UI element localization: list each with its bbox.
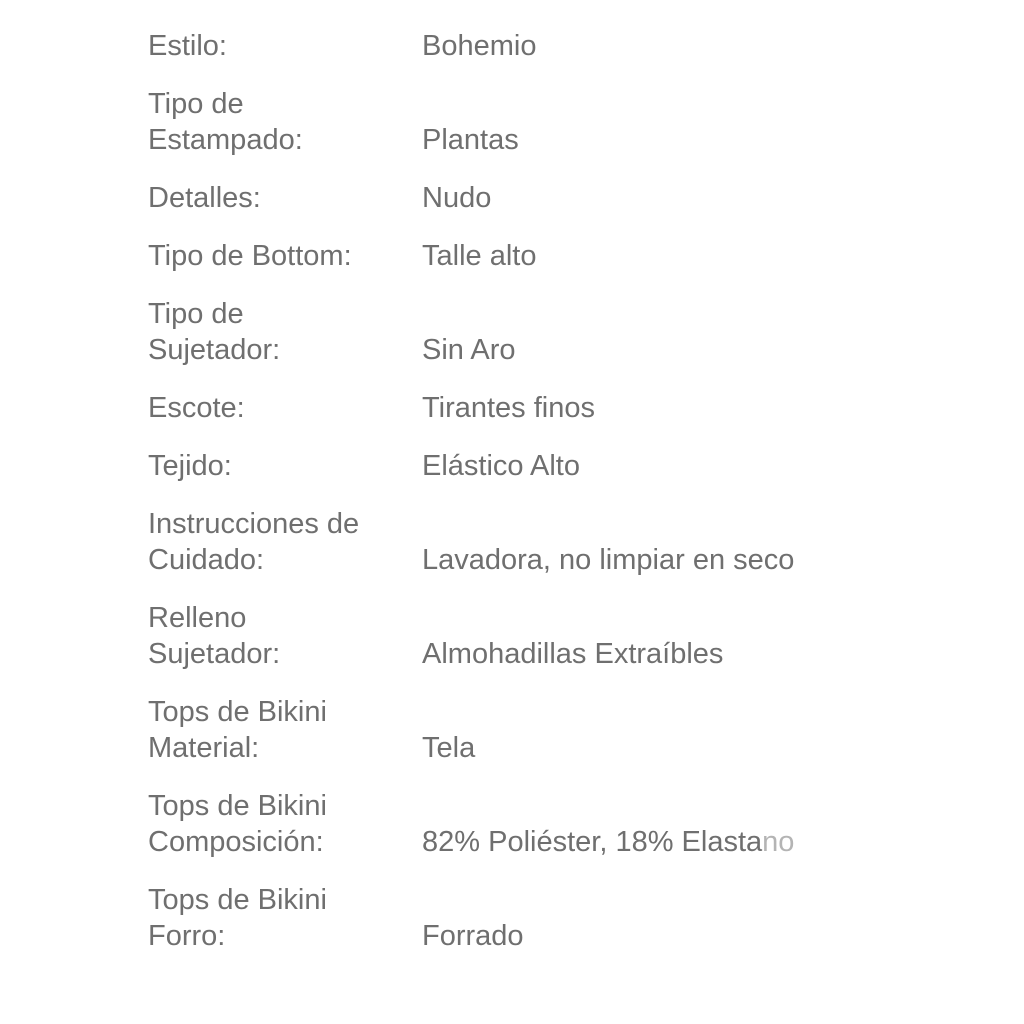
spec-value: Lavadora, no limpiar en seco [422, 544, 795, 576]
spec-label: Tops de Bikini Forro: [148, 884, 327, 952]
spec-row-composicion [148, 788, 868, 860]
spec-row-detalles [148, 180, 868, 216]
spec-label: Tejido: [148, 450, 232, 482]
spec-label: Detalles: [148, 182, 261, 214]
spec-label: Instrucciones de Cuidado: [148, 508, 360, 576]
spec-value: Plantas [422, 124, 519, 156]
spec-row-escote [148, 390, 868, 426]
spec-value: Bohemio [422, 30, 537, 62]
spec-row-estilo [148, 28, 868, 64]
spec-value: Forrado [422, 920, 524, 952]
spec-label: Relleno Sujetador: [148, 602, 281, 670]
spec-label: Tipo de Sujetador: [148, 298, 281, 366]
spec-row-tejido [148, 448, 868, 484]
spec-value-composicion [422, 824, 868, 860]
spec-label: Tops de Bikini Composición: [148, 790, 327, 858]
spec-row-tipo-estampado [148, 86, 868, 158]
spec-label: Tipo de Bottom: [148, 240, 352, 272]
spec-row-tipo-bottom [148, 238, 868, 274]
spec-row-forro [148, 882, 868, 954]
spec-value: Almohadillas Extraíbles [422, 638, 724, 670]
spec-value: Elástico Alto [422, 450, 580, 482]
spec-value-main: 82% Poliéster, 18% Elasta [422, 826, 763, 858]
spec-row-tipo-sujetador [148, 296, 868, 368]
spec-row-material [148, 694, 868, 766]
spec-value: Tela [422, 732, 476, 764]
spec-value: Talle alto [422, 240, 537, 272]
spec-value-faded-tail: no [762, 826, 795, 858]
spec-label: Tipo de Estampado: [148, 88, 303, 156]
spec-row-instrucciones-cuidado [148, 506, 868, 578]
spec-label: Estilo: [148, 30, 227, 62]
product-specs-table [148, 28, 868, 976]
spec-value: Nudo [422, 182, 492, 214]
spec-label: Tops de Bikini Material: [148, 696, 327, 764]
spec-value: Sin Aro [422, 334, 516, 366]
spec-label: Escote: [148, 392, 245, 424]
spec-value: Tirantes finos [422, 392, 595, 424]
spec-row-relleno-sujetador [148, 600, 868, 672]
